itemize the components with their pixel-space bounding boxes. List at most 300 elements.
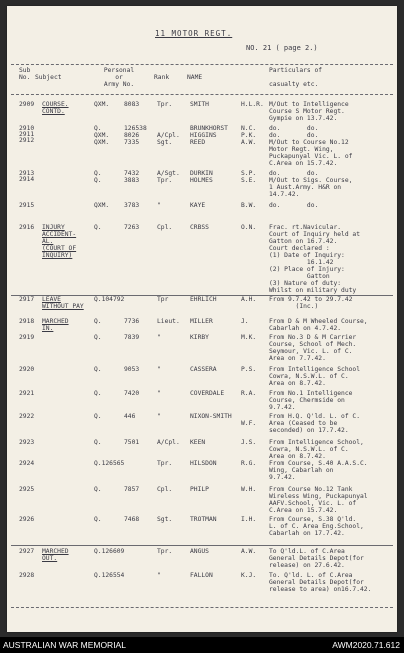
row-initials-line: A.W. [241,139,257,146]
row-initials-line: S.E. [241,177,257,184]
page-number: NO. 21 ( page 2.) [246,44,318,52]
row-surname [190,516,217,523]
row-army-no [124,334,139,341]
row-sub-no [19,366,34,373]
row-surname [190,366,217,373]
row-surname-line: KIRBY [190,334,209,341]
row-surname [190,224,209,231]
row-surname-line: HIGGINS [190,132,217,139]
row-subject-line: AL. [42,238,54,245]
row-sub-no [19,516,34,523]
row-sub-no-text: 2913 [19,170,35,177]
row-army-no-prefix [94,439,102,446]
row-particulars-line: Gatton [269,273,330,280]
row-rank-line: Sgt. [157,139,173,146]
row-sub-no [19,296,34,303]
row-army-no-line: 8083 [124,101,140,108]
row-army-no-prefix-line: Q. [94,170,102,177]
row-particulars-line: (Inc.) [269,303,319,310]
row-particulars-line: From No.3 D & M Carrier [269,334,357,341]
row-particulars-line: do. do. [269,170,319,177]
row-surname [190,460,217,467]
row-surname [190,125,228,146]
row-initials-line: W.H. [241,486,257,493]
row-rank-line: " [157,334,161,341]
row-particulars-line: From H.Q. Q'ld. L. of C. [269,413,360,420]
row-rank-line: Tpr. [157,177,173,184]
row-particulars [269,460,368,481]
row-surname-line: SMITH [190,101,209,108]
row-army-no [124,486,139,493]
row-army-no-prefix [94,366,102,373]
header-particulars: Particulars of casualty etc. [269,67,323,88]
row-sub-no-text: 2923 [19,439,35,446]
row-surname-line: REED [190,139,206,146]
row-particulars-line: Cowra, N.S.W.L. of C. [269,373,349,380]
row-rank [157,101,172,108]
row-army-no-prefix [94,296,124,303]
row-particulars-line: Seymour, Vic. L. of C. [269,348,353,355]
row-surname [190,296,217,303]
row-surname-line: PHILP [190,486,209,493]
row-particulars-line: release to area) on16.7.42. [269,586,372,593]
header-sub-no: Sub No. [19,67,31,81]
row-surname [190,334,209,341]
bottom-rule [11,607,393,608]
row-rank-line: Tpr [157,296,169,303]
row-rank [157,390,161,397]
row-army-no-prefix-line: QXM. [94,139,110,146]
row-sub-no-text: 2909 [19,101,35,108]
row-sub-no [19,572,34,579]
row-sub-no-text: 2924 [19,460,35,467]
row-surname-line: HOLMES [190,177,213,184]
row-rank-line: Tpr. [157,101,173,108]
row-particulars [269,413,360,434]
row-sub-no [19,176,34,183]
row-initials-line: O.N. [241,224,257,231]
row-sub-no [19,486,34,493]
row-sub-no-text: 2921 [19,390,35,397]
row-subject [42,101,69,115]
row-sub-no-text: 2914 [19,176,35,183]
row-rank [157,486,172,493]
row-rank-line: Tpr. [157,460,173,467]
row-army-no [124,439,139,446]
row-particulars-line: L. of C. Area Eng.School, [269,523,364,530]
row-initials [241,366,256,373]
row-initials-line: J. [241,318,249,325]
row-particulars-line: Wireless Wing, Puckapunyal [269,493,368,500]
row-army-no-line: 7432 [124,170,140,177]
row-sub-no [19,318,34,325]
row-particulars-line: C.Area on 15.7.42. [269,507,338,514]
row-rank [157,125,180,146]
row-initials-line: B.W. [241,202,257,209]
row-army-no-prefix-line: Q.126554 [94,572,125,579]
row-particulars [269,439,364,460]
row-initials-line: K.J. [241,572,257,579]
row-rank [157,170,180,184]
row-army-no-prefix [94,460,124,467]
row-army-no-prefix-line: QXM. [94,132,110,139]
row-army-no-line: 126538 [124,125,147,132]
row-army-no-prefix-line: Q. [94,516,102,523]
row-army-no-line: 8026 [124,132,140,139]
row-initials [241,125,256,146]
row-rank-line: Tpr. [157,548,173,555]
row-army-no [124,125,147,146]
row-particulars-line: From D & M Wheeled Course, [269,318,368,325]
row-rank [157,224,172,231]
row-rank [157,460,172,467]
row-particulars-line: Whilst on military duty [269,287,357,294]
row-initials [241,334,256,341]
row-sub-no [19,390,34,397]
row-army-no-prefix-line: Q. [94,366,102,373]
row-initials-line: P.K. [241,132,257,139]
row-rank-line: " [157,413,161,420]
row-surname-line: KEEN [190,439,206,446]
row-particulars-line: General Details Depot(for [269,555,364,562]
row-rank [157,548,172,555]
row-sub-no-text: 2915 [19,202,35,209]
row-army-no-prefix-line: Q.126609 [94,548,125,555]
row-rank-line: Sgt. [157,516,173,523]
row-sub-no [19,224,34,231]
row-surname-line: COVERDALE [190,390,225,397]
row-subject-line: WITHOUT PAY [42,303,84,310]
row-army-no-line: 7468 [124,516,140,523]
document-page [7,6,397,632]
row-subject [42,296,84,310]
rule-2927-top [11,545,393,546]
row-surname-line: CRBSS [190,224,209,231]
row-army-no-line: 3783 [124,202,140,209]
row-rank-line: A/Cpl. [157,132,180,139]
row-surname-line: KAYE [190,202,206,209]
row-army-no-prefix [94,101,109,108]
row-initials-line: H.L.R. [241,101,264,108]
row-sub-no-text: 2922 [19,413,35,420]
row-particulars-line: do. do. [269,132,319,139]
row-sub-no-text: 2919 [19,334,35,341]
row-army-no-line: 7736 [124,318,140,325]
row-subject-line: ACCIDENT- [42,231,77,238]
row-army-no-prefix-line: Q. [94,390,102,397]
row-initials [241,413,256,427]
header-name: NAME [187,74,203,81]
row-particulars-line: seconded) on 17.7.42. [269,427,349,434]
row-initials [241,516,256,523]
row-initials [241,318,249,325]
row-particulars-line: C.Area on 15.7.42. [269,160,338,167]
row-army-no-prefix-line: Q. [94,125,102,132]
row-subject-line: (COURT OF [42,245,77,252]
row-army-no [124,224,139,231]
row-rank-line: A/Cpl. [157,439,180,446]
row-particulars [269,296,352,310]
row-particulars [269,366,360,387]
row-army-no-prefix [94,572,124,579]
row-subject [42,548,69,562]
footer-credit: AUSTRALIAN WAR MEMORIAL [3,640,126,650]
row-sub-no-text: 2928 [19,572,35,579]
row-initials-line: J.S. [241,439,257,446]
row-particulars-line: From Course, S.40 A.A.S.C. [269,460,368,467]
row-particulars-line: Area (Ceased to be [269,420,338,427]
row-sub-no-text: 2917 [19,296,35,303]
row-sub-no [19,413,34,420]
row-particulars [269,202,318,209]
row-army-no-prefix-line: Q. [94,486,102,493]
row-sub-no-text: 2911 [19,131,35,138]
row-sub-no [19,439,34,446]
row-rank-line: " [157,366,161,373]
row-particulars-line: (3) Nature of duty: [269,280,342,287]
row-army-no-prefix [94,334,102,341]
row-surname [190,202,205,209]
row-particulars-line: Cowra, N.S.W.L. of C. [269,446,349,453]
row-initials [241,572,256,579]
row-particulars-line: Course, Chermside on [269,397,345,404]
row-army-no-line: 7839 [124,334,140,341]
row-initials-line: W.F. [241,420,257,427]
row-particulars-line: Wing, Cabarlah on [269,467,334,474]
row-initials [241,170,256,184]
row-initials-line: N.C. [241,125,257,132]
row-surname-line: CASSERA [190,366,217,373]
header-rank: Rank [154,74,170,81]
row-army-no [124,413,135,420]
row-particulars [269,390,352,411]
row-particulars [269,101,349,122]
row-army-no-prefix [94,170,102,184]
row-initials [241,390,256,397]
row-sub-no [19,548,34,555]
row-rank [157,334,161,341]
row-particulars [269,516,364,537]
row-rank-line: " [157,202,161,209]
row-army-no-prefix [94,224,102,231]
row-rank [157,516,172,523]
row-particulars-line: Area on 8.7.42. [269,453,326,460]
row-particulars-line: From No.1 Intelligence [269,390,353,397]
row-subject-line: MARCHED [42,548,69,555]
row-subject-line: OUT. [42,555,58,562]
header-bottom-rule [11,94,393,95]
row-rank [157,296,168,303]
row-particulars-line: release) on 27.6.42. [269,562,345,569]
row-initials [241,202,256,209]
row-army-no-prefix-line: Q. [94,334,102,341]
row-surname [190,413,232,420]
document-title: 11 MOTOR REGT. [155,29,233,38]
row-army-no-prefix-line: Q.104792 [94,296,125,303]
row-army-no-prefix-line: Q. [94,224,102,231]
row-army-no-prefix [94,413,102,420]
row-army-no-prefix [94,516,102,523]
row-surname [190,101,209,108]
row-surname-line: HILSDON [190,460,217,467]
row-subject-line: IN. [42,325,54,332]
row-subject-line: INQUIRY) [42,252,73,259]
row-sub-no-text: 2920 [19,366,35,373]
row-sub-no-text: 2916 [19,224,35,231]
row-sub-no-text: 2927 [19,548,35,555]
row-particulars [269,548,364,569]
row-army-no-prefix-line: Q. [94,177,102,184]
row-surname-line: BRUNKHORST [190,125,228,132]
row-army-no-line: 3883 [124,177,140,184]
header-top-rule [11,64,393,65]
row-surname-line: DURKIN [190,170,213,177]
row-particulars-line: (2) Place of Injury: [269,266,345,273]
row-particulars-line: Course, School of Mech. [269,341,357,348]
row-army-no-prefix [94,548,124,555]
row-particulars-line: Frac. rt.Navicular. [269,224,342,231]
row-initials [241,460,256,467]
row-particulars-line: Gympie on 13.7.42. [269,115,338,122]
row-army-no-prefix-line: QXM. [94,101,110,108]
row-army-no-line: 7335 [124,139,140,146]
row-particulars-line: Area on 8.7.42. [269,380,326,387]
row-rank [157,318,180,325]
row-particulars-line: do. do. [269,202,319,209]
row-surname-line: MILLER [190,318,213,325]
row-army-no-prefix-line: QXM. [94,202,110,209]
row-sub-no-text: 2918 [19,318,35,325]
row-sub-no [19,460,34,467]
row-particulars-line: Motor Regt. Wing, [269,146,334,153]
row-subject [42,318,69,332]
row-particulars-line: 16.1.42 [269,259,334,266]
footer-bar [0,637,404,653]
row-sub-no [19,334,34,341]
row-rank [157,572,161,579]
row-army-no-prefix [94,125,109,146]
row-particulars [269,334,356,362]
rule-2917-top [11,295,393,296]
row-particulars-line: do. do. [269,125,319,132]
row-surname [190,548,209,555]
row-sub-no-text: 2925 [19,486,35,493]
row-sub-no-text: 2926 [19,516,35,523]
row-particulars [269,125,352,167]
row-rank-line: A/Sgt. [157,170,180,177]
row-subject [42,224,76,259]
row-army-no [124,516,139,523]
row-initials-line: R.A. [241,390,257,397]
row-subject-line: INJURY [42,224,65,231]
row-sub-no-text: 2910 [19,125,35,132]
row-particulars-line: 9.7.42. [269,404,296,411]
row-particulars [269,318,368,332]
row-particulars-line: Court of Inquiry held at [269,231,360,238]
row-subject-line: CONTD. [42,108,65,115]
row-particulars [269,170,352,198]
row-particulars-line: From Course, S.38 Q'ld. [269,516,357,523]
row-initials [241,101,264,108]
row-initials-line: M.K. [241,334,257,341]
row-subject-line: LEAVE [42,296,61,303]
row-rank-line: Cpl. [157,224,173,231]
row-particulars-line: To. Q'ld. L. of C.Area [269,572,353,579]
row-army-no-line: 7501 [124,439,140,446]
row-initials-line: I.H. [241,516,257,523]
row-initials-line: A.W. [241,548,257,555]
row-particulars-line: Puckapunyal Vic. L. of [269,153,353,160]
row-army-no-line: 7263 [124,224,140,231]
row-subject-line: MARCHED [42,318,69,325]
row-army-no-prefix [94,202,109,209]
row-surname-line: NIXON-SMITH [190,413,232,420]
row-army-no-line: 7857 [124,486,140,493]
row-particulars-line: From 9.7.42 to 29.7.42 [269,296,353,303]
row-particulars-line: Course S Motor Regt. [269,108,345,115]
row-particulars-line: AAFV.School, Vic. L. of [269,500,357,507]
row-army-no [124,366,139,373]
row-sub-no [19,202,34,209]
header-personal: Personal or Army No. [103,67,135,88]
row-initials-line: P.S. [241,366,257,373]
row-army-no-prefix [94,318,102,325]
footer-id: AWM2020.71.612 [332,640,400,650]
row-army-no [124,390,139,397]
row-rank [157,202,161,209]
row-particulars-line: 14.7.42. [269,191,300,198]
row-army-no-prefix-line: Q.126565 [94,460,125,467]
row-rank-line: Cpl. [157,486,173,493]
row-rank [157,439,180,446]
row-army-no [124,101,139,108]
row-surname [190,572,213,579]
row-particulars-line: Cabarlah on 4.7.42. [269,325,342,332]
row-particulars-line: M/Out to Intelligence [269,101,349,108]
row-army-no-prefix-line: Q. [94,413,102,420]
row-particulars-line: From Intelligence School [269,366,360,373]
row-army-no-line: 9053 [124,366,140,373]
row-initials [241,296,256,303]
row-surname-line: ANGUS [190,548,209,555]
row-sub-no-text: 2912 [19,137,35,144]
row-particulars-line: From Course No.12 Tank [269,486,353,493]
row-surname [190,390,224,397]
row-rank-line: Lieut. [157,318,180,325]
row-initials-line: R.G. [241,460,257,467]
row-particulars-line: Court declared : [269,245,330,252]
row-army-no-line: 446 [124,413,136,420]
row-particulars-line: M/Out to Course No.12 [269,139,349,146]
row-army-no [124,202,139,209]
row-particulars-line: 9.7.42. [269,474,296,481]
row-initials [241,439,256,446]
row-particulars-line: (1) Date of Inquiry: [269,252,345,259]
row-army-no-prefix-line: Q. [94,318,102,325]
row-initials [241,486,256,493]
row-sub-no [19,137,34,144]
row-sub-no [19,101,34,108]
row-rank-line: " [157,572,161,579]
row-particulars-line: From Intelligence School, [269,439,364,446]
row-particulars-line: General Details Depot(for [269,579,364,586]
row-initials-line: S.P. [241,170,257,177]
row-particulars-line: Cabarlah on 17.7.42. [269,530,345,537]
row-particulars [269,224,360,294]
row-particulars [269,486,368,514]
row-initials [241,224,256,231]
row-army-no [124,318,139,325]
